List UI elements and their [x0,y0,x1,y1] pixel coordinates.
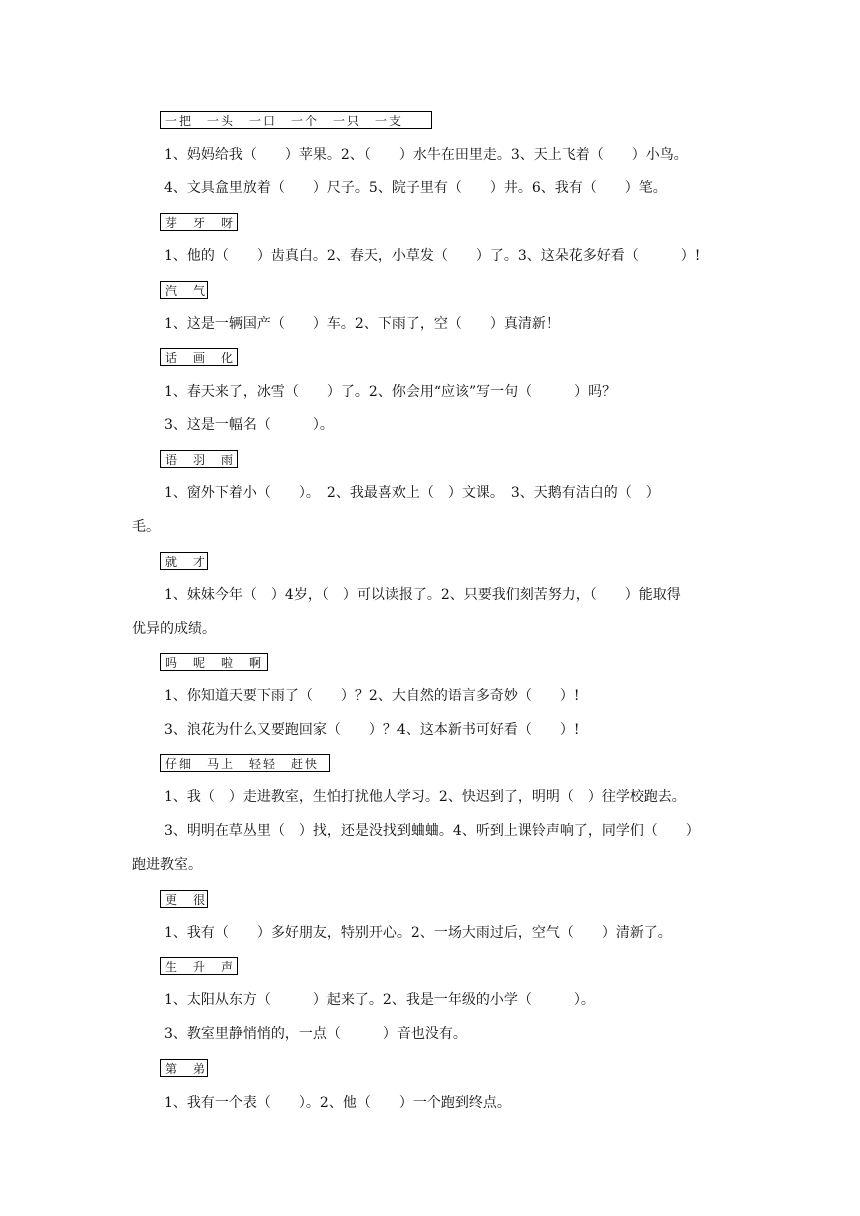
exercise-line: 1、我有（ ）多好朋友，特别开心。2、一场大雨过后，空气（ ）清新了。 [164,925,672,941]
exercise-line: 1、妈妈给我（ ）苹果。2、（ ）水牛在田里走。3、天上飞着（ ）小鸟。 [164,147,688,163]
exercise-line: 1、太阳从东方（ ）起来了。2、我是一年级的小学（ ）。 [164,992,595,1008]
word-bank-box: 语 羽 雨 [160,450,238,468]
word-bank-box: 芽 牙 呀 [160,213,238,231]
exercise-line: 3、明明在草丛里（ ）找，还是没找到蛐蛐。4、听到上课铃声响了，同学们（ ） [164,823,700,839]
exercise-line: 3、这是一幅名（ ）。 [164,417,334,433]
word-bank-box: 一把 一头 一口 一个 一只 一支 [160,111,432,129]
word-bank-box: 生 升 声 [160,957,238,975]
exercise-line: 1、我有一个表（ ）。2、他（ ）一个跑到终点。 [164,1095,511,1111]
exercise-line: 1、这是一辆国产（ ）车。2、下雨了，空（ ）真清新！ [164,316,560,332]
exercise-line: 跑进教室。 [132,857,202,873]
word-bank-box: 吗 呢 啦 啊 [160,653,268,671]
word-bank-box: 更 很 [160,890,208,908]
exercise-line: 毛。 [132,519,160,535]
exercise-line: 3、教室里静悄悄的，一点（ ）音也没有。 [164,1026,467,1042]
word-bank-box: 就 才 [160,552,208,570]
exercise-line: 1、我（ ）走进教室，生怕打扰他人学习。2、快迟到了，明明（ ）往学校跑去。 [164,789,686,805]
exercise-line: 优异的成绩。 [132,621,216,637]
exercise-line: 1、他的（ ）齿真白。2、春天，小草发（ ）了。3、这朵花多好看（ ）! [164,248,701,264]
word-bank-box: 话 画 化 [160,348,238,366]
exercise-line: 1、你知道天要下雨了（ ）？2、大自然的语言多奇妙（ ）! [164,688,580,704]
exercise-line: 1、春天来了，冰雪（ ）了。2、你会用“应该”写一句（ ）吗？ [164,384,617,400]
exercise-line: 1、妹妹今年（ ）4岁，（ ）可以读报了。2、只要我们刻苦努力，（ ）能取得 [164,587,681,603]
word-bank-box: 第 弟 [160,1059,208,1077]
exercise-line: 3、浪花为什么又要跑回家（ ）？4、这本新书可好看（ ）! [164,722,580,738]
exercise-line: 1、窗外下着小（ ）。 2、我最喜欢上（ ）文课。 3、天鹅有洁白的（ ） [164,485,660,501]
word-bank-box: 汽 气 [160,281,208,299]
word-bank-box: 仔细 马上 轻轻 赶快 [160,754,330,772]
exercise-line: 4、文具盒里放着（ ）尺子。5、院子里有（ ）井。6、我有（ ）笔。 [164,180,667,196]
